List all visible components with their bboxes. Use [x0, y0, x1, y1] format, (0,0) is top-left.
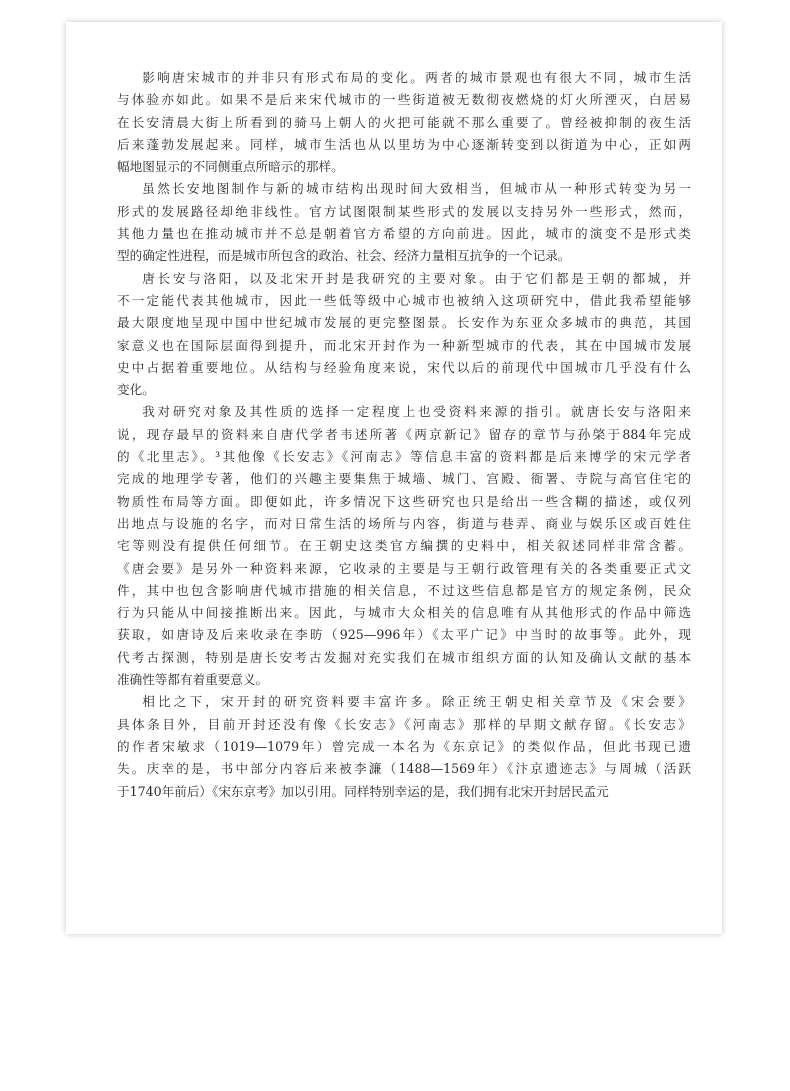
- text-line: 行为只能从中间接推断出来。因此，与城市大众相关的信息唯有从其他形式的作品中筛选: [117, 605, 691, 621]
- document-body: [117, 67, 691, 803]
- text-line: 与体验亦如此。如果不是后来宋代城市的一些街道被无数彻夜燃烧的灯火所湮灭，白居易: [117, 92, 691, 108]
- text-line: 出地点与设施的名字，而对日常生活的场所与内容，街道与巷弄、商业与娱乐区或百姓住: [117, 515, 691, 531]
- text-line: 于1740年前后）《宋东京考》加以引用。同样特别幸运的是，我们拥有北宋开封居民孟元: [117, 783, 609, 799]
- text-line: 说，现存最早的资料来自唐代学者韦述所著《两京新记》留存的章节与孙棨于884年完成: [117, 426, 691, 442]
- paragraph: [117, 67, 691, 178]
- text-line: 家意义也在国际层面得到提升，而北宋开封作为一种新型城市的代表，其在中国城市发展: [117, 337, 691, 353]
- text-line: 物质性布局等方面。即便如此，许多情况下这些研究也只是给出一些含糊的描述，或仅列: [117, 493, 691, 509]
- text-line: 史中占据着重要地位。从结构与经验角度来说，宋代以后的前现代中国城市几乎没有什么: [117, 359, 691, 375]
- paragraph: [117, 401, 691, 691]
- paragraph: [117, 268, 691, 402]
- text-line: 在长安清晨大街上所看到的骑马上朝人的火把可能就不那么重要了。曾经被抑制的夜生活: [117, 114, 691, 130]
- text-line: 虽然长安地图制作与新的城市结构出现时间大致相当，但城市从一种形式转变为另一: [142, 181, 691, 197]
- paragraph: [117, 691, 691, 802]
- text-line: 《唐会要》是另外一种资料来源，它收录的主要是与王朝行政管理有关的各类重要正式文: [117, 560, 691, 576]
- text-line: 幅地图显示的不同侧重点所暗示的那样。: [117, 159, 344, 175]
- text-line: 件，其中也包含影响唐代城市措施的相关信息，不过这些信息都是官方的规定条例，民众: [117, 582, 691, 598]
- text-line: 我对研究对象及其性质的选择一定程度上也受资料来源的指引。就唐长安与洛阳来: [142, 404, 691, 420]
- text-line: 其他力量也在推动城市并不总是朝着官方希望的方向前进。因此，城市的演变不是形式类: [117, 226, 691, 242]
- text-line: 的作者宋敏求（1019—1079年）曾完成一本名为《东京记》的类似作品，但此书现已遗: [117, 738, 691, 754]
- text-line: 最大限度地呈现中国中世纪城市发展的更完整图景。长安作为东亚众多城市的典范，其国: [117, 315, 691, 331]
- text-line: 后来蓬勃发展起来。同样，城市生活也从以里坊为中心逐渐转变到以街道为中心，正如两: [117, 136, 691, 152]
- text-line: 相比之下，宋开封的研究资料要丰富许多。除正统王朝史相关章节及《宋会要》: [142, 694, 691, 710]
- text-line: 宅等则没有提供任何细节。在王朝史这类官方编撰的史料中，相关叙述同样非常含蓄。: [117, 538, 691, 554]
- text-line: 的《北里志》。³其他像《长安志》《河南志》等信息丰富的资料都是后来博学的宋元学者: [117, 449, 691, 465]
- text-line: 唐长安与洛阳，以及北宋开封是我研究的主要对象。由于它们都是王朝的都城，并: [142, 270, 691, 286]
- text-line: 不一定能代表其他城市，因此一些低等级中心城市也被纳入这项研究中，借此我希望能够: [117, 292, 691, 308]
- text-line: 型的确定性进程，而是城市所包含的政治、社会、经济力量相互抗争的一个记录。: [117, 248, 571, 264]
- text-line: 获取，如唐诗及后来收录在李昉（925—996年）《太平广记》中当时的故事等。此外，现: [117, 627, 691, 643]
- text-line: 形式的发展路径却绝非线性。官方试图限制某些形式的发展以支持另外一些形式，然而，: [117, 203, 691, 219]
- text-line: 完成的地理学专著，他们的兴趣主要集焦于城墙、城门、宫殿、衙署、寺院与高官住宅的: [117, 471, 691, 487]
- paragraph: [117, 178, 691, 267]
- text-line: 影响唐宋城市的并非只有形式布局的变化。两者的城市景观也有很大不同，城市生活: [142, 70, 691, 85]
- text-line: 失。庆幸的是，书中部分内容后来被李濂（1488—1569年）《汴京遗迹志》与周城（活跃: [117, 761, 691, 777]
- text-line: 具体条目外，目前开封还没有像《长安志》《河南志》那样的早期文献存留。《长安志》: [117, 716, 691, 732]
- text-line: 代考古探测，特别是唐长安考古发掘对充实我们在城市组织方面的认知及确认文献的基本: [117, 649, 691, 665]
- text-line: 准确性等都有着重要意义。: [117, 672, 269, 688]
- text-line: 变化。: [117, 382, 155, 398]
